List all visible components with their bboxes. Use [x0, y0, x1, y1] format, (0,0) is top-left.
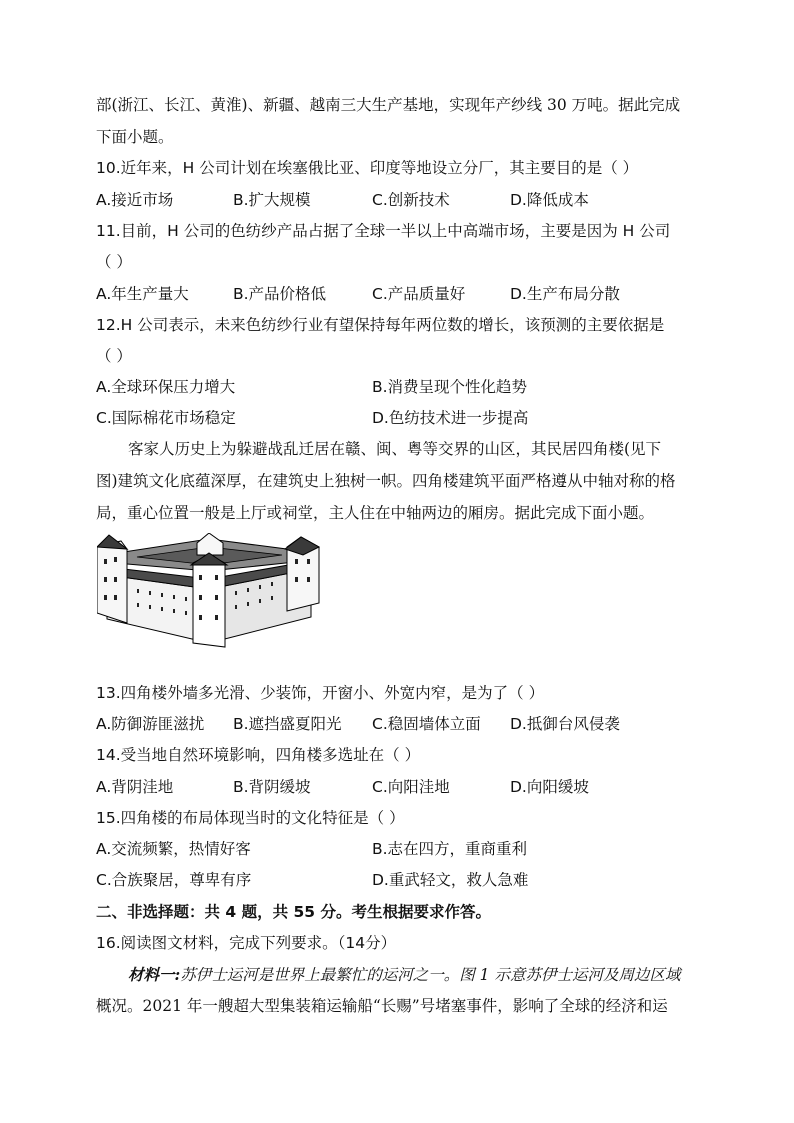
question-11-option-b: B.产品价格低 [233, 285, 327, 303]
question-10-stem: 10.近年来，H 公司计划在埃塞俄比亚、印度等地设立分厂，其主要目的是（ ） [96, 159, 639, 177]
question-11-option-d: D.生产布局分散 [510, 285, 620, 303]
passage-2-line-2: 图)建筑文化底蕴深厚，在建筑史上独树一帜。四角楼建筑平面严格遵从中轴对称的格 [96, 472, 676, 490]
question-12-stem-blank: （ ） [96, 347, 132, 365]
material-1-line-1 [128, 965, 680, 985]
four-corner-building-figure [97, 533, 321, 651]
question-10-option-a: A.接近市场 [96, 191, 174, 209]
material-1-text: 苏伊士运河是世界上最繁忙的运河之一。图 1 示意苏伊士运河及周边区域 [180, 966, 681, 984]
question-13-option-d: D.抵御台风侵袭 [510, 715, 620, 733]
question-14-option-c: C.向阳洼地 [372, 778, 450, 796]
question-11-stem-blank: （ ） [96, 253, 132, 271]
question-11-option-c: C.产品质量好 [372, 285, 466, 303]
question-14-option-a: A.背阴洼地 [96, 778, 174, 796]
question-12-option-d: D.色纺技术进一步提高 [372, 409, 529, 427]
question-11-stem: 11.目前，H 公司的色纺纱产品占据了全球一半以上中高端市场，主要是因为 H 公司 [96, 222, 671, 240]
question-13-stem: 13.四角楼外墙多光滑、少装饰，开窗小、外宽内窄，是为了（ ） [96, 684, 545, 702]
question-12-stem: 12.H 公司表示，未来色纺纱行业有望保持每年两位数的增长，该预测的主要依据是 [96, 316, 665, 334]
passage-2-line-3: 局，重心位置一般是上厅或祠堂，主人住在中轴两边的厢房。据此完成下面小题。 [96, 504, 655, 522]
material-1-line-2: 概况。2021 年一艘超大型集装箱运输船“长赐”号堵塞事件，影响了全球的经济和运 [96, 997, 668, 1015]
back-corner-tower [197, 533, 223, 555]
question-16-stem: 16.阅读图文材料，完成下列要求。（14分） [96, 934, 397, 952]
question-12-option-c: C.国际棉花市场稳定 [96, 409, 236, 427]
question-14-option-d: D.向阳缓坡 [510, 778, 589, 796]
left-tower-roof [97, 535, 127, 549]
front-corner-tower [193, 555, 225, 647]
passage-2-line-1: 客家人历史上为躲避战乱迁居在赣、闽、粤等交界的山区，其民居四角楼(见下 [128, 440, 662, 458]
question-13-option-a: A.防御游匪滋扰 [96, 715, 205, 733]
question-12-option-a: A.全球环保压力增大 [96, 378, 236, 396]
question-15-option-b: B.志在四方，重商重利 [372, 840, 528, 858]
intro-text-line-2: 下面小题。 [96, 128, 174, 146]
question-15-option-d: D.重武轻文，救人急难 [372, 871, 529, 889]
question-10-option-b: B.扩大规模 [233, 191, 311, 209]
question-15-stem: 15.四角楼的布局体现当时的文化特征是（ ） [96, 809, 405, 827]
question-14-option-b: B.背阴缓坡 [233, 778, 311, 796]
question-10-option-d: D.降低成本 [510, 191, 589, 209]
question-11-option-a: A.年生产量大 [96, 285, 189, 303]
question-12-option-b: B.消费呈现个性化趋势 [372, 378, 528, 396]
section-2-heading: 二、非选择题：共 4 题，共 55 分。考生根据要求作答。 [96, 903, 491, 921]
question-14-stem: 14.受当地自然环境影响，四角楼多选址在（ ） [96, 746, 421, 764]
question-15-option-a: A.交流频繁，热情好客 [96, 840, 251, 858]
intro-text-line-1: 部(浙江、长江、黄淮)、新疆、越南三大生产基地，实现年产纱线 30 万吨。据此完成 [96, 96, 681, 114]
question-10-option-c: C.创新技术 [372, 191, 450, 209]
material-1-label: 材料一: [128, 965, 181, 984]
question-13-option-b: B.遮挡盛夏阳光 [233, 715, 342, 733]
question-13-option-c: C.稳固墙体立面 [372, 715, 481, 733]
left-corner-tower [97, 541, 127, 623]
question-15-option-c: C.合族聚居，尊卑有序 [96, 871, 252, 889]
